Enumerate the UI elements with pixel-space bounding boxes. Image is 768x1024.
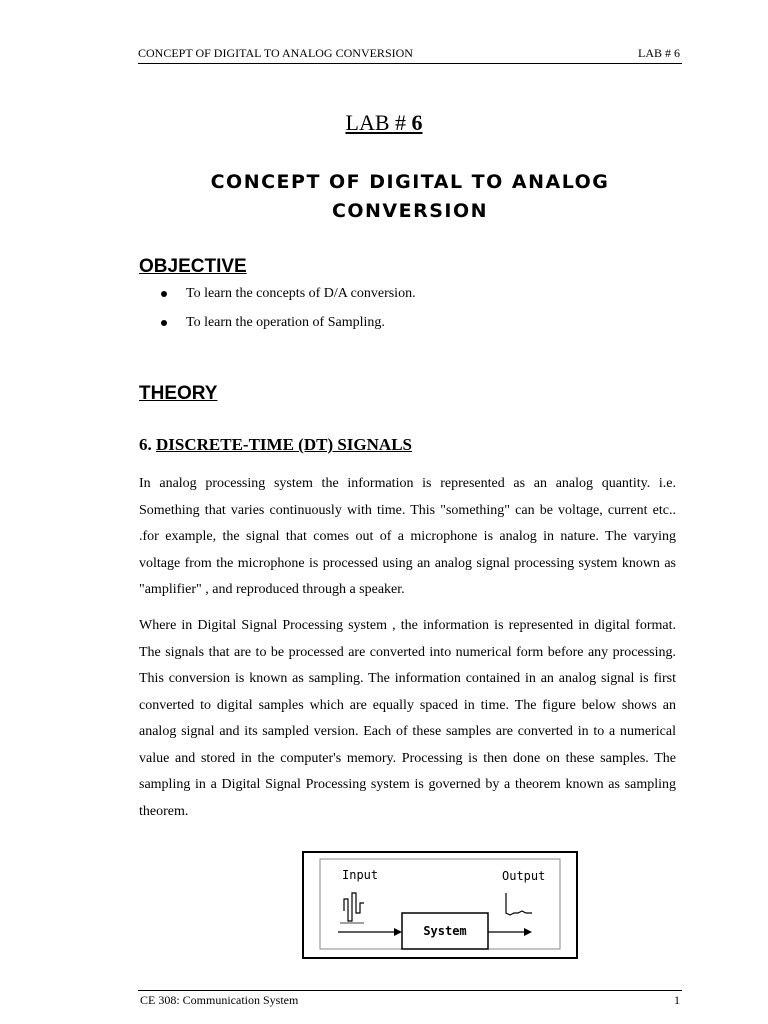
subsection-number: 6. [139, 435, 156, 454]
input-arrow-head-icon [394, 928, 402, 936]
lab-number: 6 [411, 110, 423, 135]
bullet-icon [161, 291, 167, 297]
objective-heading: OBJECTIVE [139, 256, 247, 277]
page-title [150, 168, 670, 226]
theory-heading: THEORY [139, 383, 218, 404]
system-label: System [423, 924, 467, 938]
output-arrow-head-icon [524, 928, 532, 936]
lab-prefix: LAB # [345, 110, 412, 135]
objective-list [150, 284, 416, 342]
theory-paragraph-2: Where in Digital Signal Processing system , the information is represented in digital format. The signals that are to be processed are converted into numerical form before any processing. This conversion is known as sampling. The information contained in an analog signal is first converted to digital samples which are equally spaced in time. The figure below shows an analog signal and its sampled version. Each of these samples are converted in to a numerical value and stored in the computer's memory. Processing is then done on these samples. The sampling in a Digital Signal Processing system is governed by a theorem known as sampling theorem. [139, 618, 676, 819]
page-number: 1 [674, 993, 680, 1007]
header-title: CONCEPT OF DIGITAL TO ANALOG CONVERSION [138, 46, 413, 60]
lab-number-heading [0, 110, 768, 136]
output-label: Output [502, 869, 546, 883]
header-lab-label: LAB # 6 [638, 46, 680, 60]
list-item [150, 284, 416, 313]
system-figure [302, 851, 578, 959]
subsection-title: DISCRETE-TIME (DT) SIGNALS [156, 435, 412, 454]
input-signal-icon [344, 893, 364, 921]
page-title-line-2: CONVERSION [331, 200, 489, 222]
page-title-line-1: CONCEPT OF DIGITAL TO ANALOG [210, 171, 610, 193]
footer-course: CE 308: Communication System [140, 993, 299, 1007]
page-footer [138, 990, 682, 1009]
list-item [150, 313, 416, 342]
output-signal-icon [506, 893, 532, 915]
list-item-text: To learn the concepts of D/A conversion. [186, 286, 416, 301]
input-label: Input [342, 868, 379, 882]
subsection-heading [139, 435, 412, 455]
theory-paragraph-1: In analog processing system the information is represented as an analog quantity. i.e. Something that varies continuously with time. This "something" can be voltage, current etc.. .for example, the signal that comes out of a microphone is analog in nature. The varying voltage from the microphone is processed using an analog signal processing system known as "amplifier" , and reproduced through a speaker. [139, 476, 676, 597]
bullet-icon [161, 320, 167, 326]
system-diagram [304, 853, 576, 957]
page-header [138, 45, 682, 64]
list-item-text: To learn the operation of Sampling. [186, 315, 385, 330]
